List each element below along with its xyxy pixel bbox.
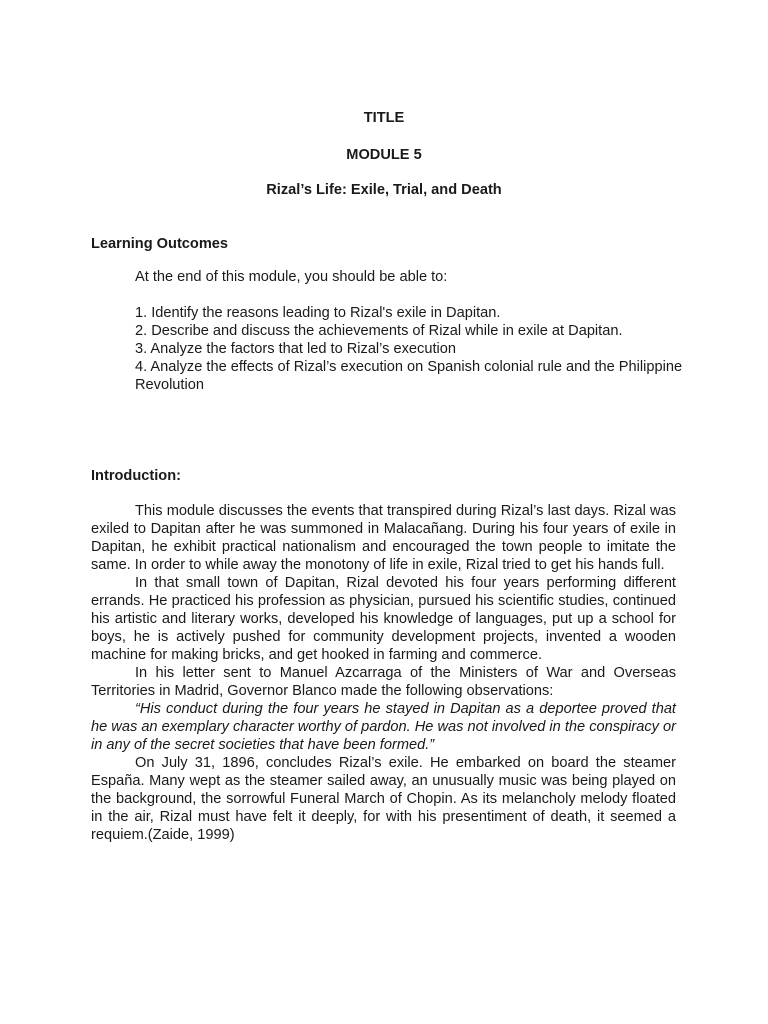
list-item: 4. Analyze the effects of Rizal’s execution on Spanish colonial rule and the Philippine Revolution (135, 359, 683, 393)
paragraph: On July 31, 1896, concludes Rizal’s exile. He embarked on board the steamer España. Many wept as the steamer sailed away, an unusually music was being played on the background, the sorrowful Funeral March of Chopin. As its melancholy melody floated in the air, Rizal must have felt it deeply, for with his presentiment of death, it seemed a requiem.(Zaide, 1999) (91, 755, 676, 843)
introduction-body (91, 502, 676, 844)
list-item: 3. Analyze the factors that led to Rizal’s execution (135, 341, 456, 357)
learning-outcomes-list (135, 304, 695, 394)
document-title: TITLE (363, 110, 405, 126)
module-subtitle: Rizal’s Life: Exile, Trial, and Death (266, 182, 502, 198)
paragraph: This module discusses the events that transpired during Rizal’s last days. Rizal was exiled to Dapitan after he was summoned in Malacañang. During his four years of exile in Dapitan, he exhibit practical nationalism and encouraged the town people to imitate the same. In order to while away the monotony of life in exile, Rizal tried to get his hands full. (91, 503, 676, 573)
list-item: 2. Describe and discuss the achievements of Rizal while in exile at Dapitan. (135, 323, 623, 339)
paragraph: In that small town of Dapitan, Rizal devoted his four years performing different errands. He practiced his profession as physician, pursued his scientific studies, continued his artistic and literary works, developed his knowledge of languages, put up a school for boys, he is actively pushed for community development projects, invented a wooden machine for making bricks, and get hooked in farming and commerce. (91, 575, 676, 663)
module-number: MODULE 5 (346, 147, 422, 163)
introduction-heading: Introduction: (91, 468, 181, 484)
learning-outcomes-heading: Learning Outcomes (91, 236, 229, 252)
list-item: 1. Identify the reasons leading to Rizal's exile in Dapitan. (135, 305, 501, 321)
paragraph: In his letter sent to Manuel Azcarraga of the Ministers of War and Overseas Territories in Madrid, Governor Blanco made the following observations: (91, 665, 676, 699)
learning-outcomes-intro: At the end of this module, you should be able to: (135, 269, 448, 285)
block-quote: “His conduct during the four years he stayed in Dapitan as a deportee proved that he was an exemplary character worthy of pardon. He was not involved in the conspiracy or in any of the secret societies that have been formed.” (91, 701, 676, 753)
